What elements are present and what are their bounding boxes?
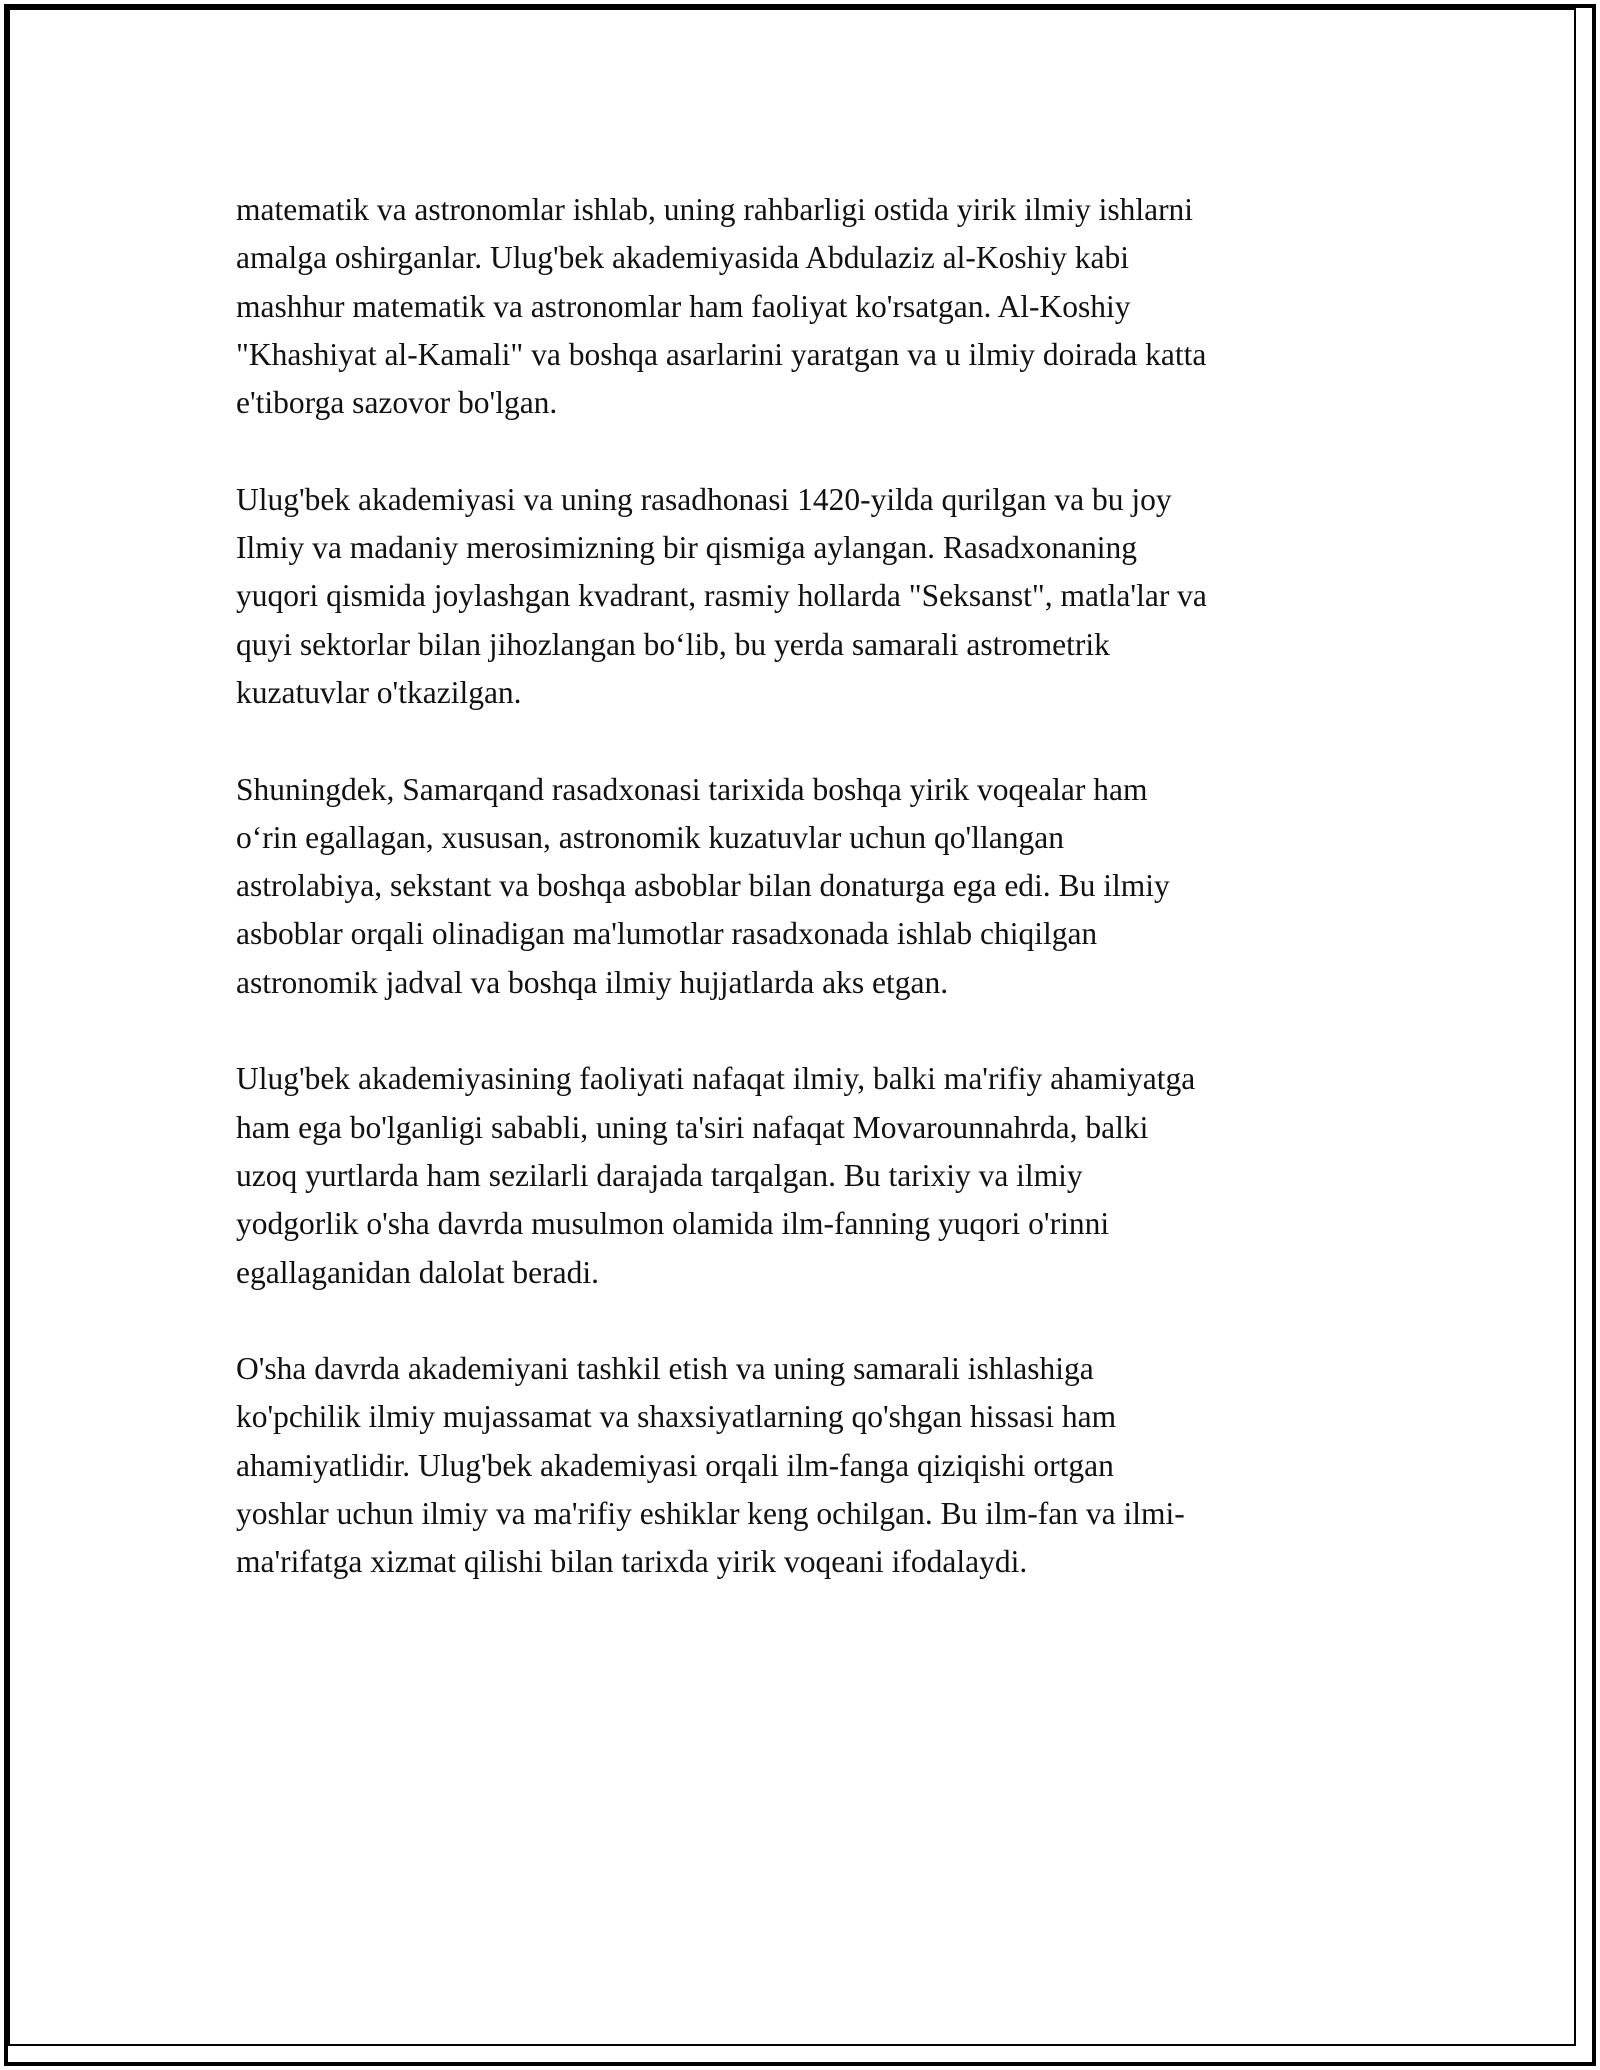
text-line: O'sha davrda akademiyani tashkil etish va uning samarali ishlashiga: [236, 1351, 1094, 1387]
text-line: yuqori qismida joylashgan kvadrant, rasmiy hollarda "Seksanst", matla'lar va: [236, 578, 1207, 614]
text-line: yoshlar uchun ilmiy va ma'rifiy eshiklar keng ochilgan. Bu ilm-fan va ilmi-: [236, 1496, 1185, 1532]
text-line: ahamiyatlidir. Ulug'bek akademiyasi orqali ilm-fanga qiziqishi ortgan: [236, 1447, 1114, 1483]
text-line: Ilmiy va madaniy merosimizning bir qismiga aylangan. Rasadxonaning: [236, 530, 1138, 566]
text-line: kuzatuvlar o'tkazilgan.: [236, 674, 522, 710]
paragraph-4: [236, 1055, 1386, 1296]
text-line: Ulug'bek akademiyasi va uning rasadhonasi 1420-yilda qurilgan va bu joy: [236, 481, 1172, 517]
text-line: ma'rifatga xizmat qilishi bilan tarixda yirik voqeani ifodalaydi.: [236, 1544, 1028, 1580]
paragraph-5: [236, 1345, 1386, 1586]
paragraph-1: [236, 186, 1386, 427]
text-line: astronomik jadval va boshqa ilmiy hujjatlarda aks etgan.: [236, 964, 949, 1000]
paragraph-2: [236, 476, 1386, 717]
text-line: o‘rin egallagan, xususan, astronomik kuzatuvlar uchun qo'llangan: [236, 819, 1064, 855]
text-line: quyi sektorlar bilan jihozlangan bo‘lib, bu yerda samarali astrometrik: [236, 626, 1110, 662]
text-line: ham ega bo'lganligi sababli, uning ta'siri nafaqat Movarounnahrda, balki: [236, 1109, 1149, 1145]
text-line: amalga oshirganlar. Ulug'bek akademiyasida Abdulaziz al-Koshiy kabi: [236, 240, 1129, 276]
text-line: Shuningdek, Samarqand rasadxonasi tarixida boshqa yirik voqealar ham: [236, 771, 1148, 807]
text-line: Ulug'bek akademiyasining faoliyati nafaqat ilmiy, balki ma'rifiy ahamiyatga: [236, 1061, 1196, 1097]
text-line: astrolabiya, sekstant va boshqa asboblar bilan donaturga ega edi. Bu ilmiy: [236, 868, 1170, 904]
text-line: egallaganidan dalolat beradi.: [236, 1254, 599, 1290]
document-body: [236, 186, 1386, 1635]
text-line: e'tiborga sazovor bo'lgan.: [236, 385, 558, 421]
paragraph-3: [236, 766, 1386, 1007]
text-line: uzoq yurtlarda ham sezilarli darajada tarqalgan. Bu tarixiy va ilmiy: [236, 1157, 1083, 1193]
text-line: asboblar orqali olinadigan ma'lumotlar rasadxonada ishlab chiqilgan: [236, 916, 1098, 952]
text-line: yodgorlik o'sha davrda musulmon olamida ilm-fanning yuqori o'rinni: [236, 1206, 1110, 1242]
text-line: mashhur matematik va astronomlar ham faoliyat ko'rsatgan. Al-Koshiy: [236, 288, 1131, 324]
text-line: matematik va astronomlar ishlab, uning rahbarligi ostida yirik ilmiy ishlarni: [236, 192, 1194, 227]
text-line: "Khashiyat al-Kamali" va boshqa asarlarini yaratgan va u ilmiy doirada katta: [236, 336, 1207, 372]
text-line: ko'pchilik ilmiy mujassamat va shaxsiyatlarning qo'shgan hissasi ham: [236, 1399, 1117, 1435]
